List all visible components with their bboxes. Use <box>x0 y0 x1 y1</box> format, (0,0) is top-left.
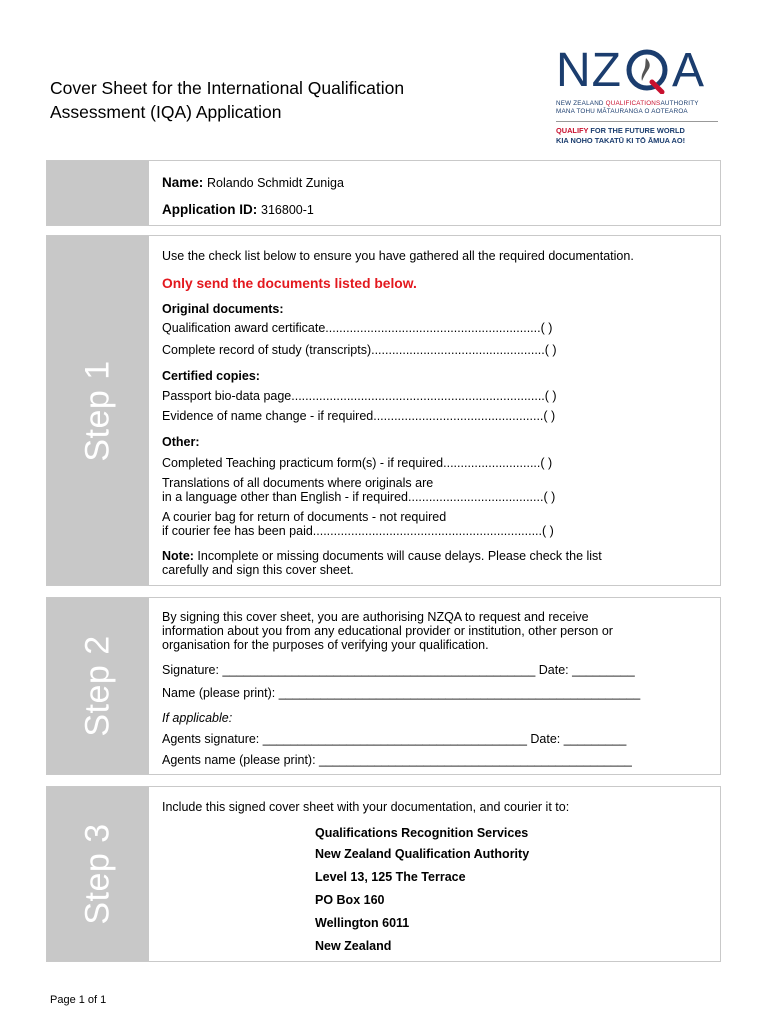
step-1-note: Note: Incomplete or missing documents will cause delays. Please check the list <box>162 549 602 563</box>
address-line: Qualifications Recognition Services <box>315 826 529 840</box>
checklist-item: in a language other than English - if required.......................................( ) <box>162 490 556 504</box>
signature-field[interactable]: Signature: _____________________________________________ Date: _________ <box>162 663 635 677</box>
agent-signature-field[interactable]: Agents signature: ______________________________________ Date: _________ <box>162 732 627 746</box>
applicant-name-row: Name: Rolando Schmidt Zuniga <box>162 175 344 190</box>
logo-wordmark <box>556 46 724 96</box>
step-1-label: Step 1 <box>78 359 117 462</box>
step-2-sidebar <box>47 598 149 774</box>
logo-word-right: A <box>671 44 705 97</box>
logo-tagline-1: QUALIFY FOR THE FUTURE WORLD <box>556 126 685 135</box>
checklist-item: Evidence of name change - if required.................................................( ) <box>162 409 556 423</box>
if-applicable-label: If applicable: <box>162 711 233 725</box>
step-3-panel <box>46 786 721 962</box>
address-line: PO Box 160 <box>315 893 385 907</box>
other-heading: Other: <box>162 435 200 449</box>
name-print-field[interactable]: Name (please print): ____________________________________________________ <box>162 686 641 700</box>
title-line-2: Assessment (IQA) Application <box>50 102 282 122</box>
certified-copies-heading: Certified copies: <box>162 369 260 383</box>
applicant-name-value: Rolando Schmidt Zuniga <box>207 176 344 190</box>
step-1-intro: Use the check list below to ensure you have gathered all the required documentation. <box>162 249 634 263</box>
applicant-panel <box>46 160 721 226</box>
step-3-label: Step 3 <box>78 823 117 925</box>
step-2-panel <box>46 597 721 775</box>
page-title <box>50 76 490 124</box>
step-1-note-line-2: carefully and sign this cover sheet. <box>162 563 354 577</box>
step-3-sidebar <box>47 787 149 961</box>
address-line: Wellington 6011 <box>315 916 410 930</box>
consent-text-line-3: organisation for the purposes of verifying your qualification. <box>162 638 489 652</box>
checklist-item: Completed Teaching practicum form(s) - if required............................( ) <box>162 456 553 470</box>
original-documents-heading: Original documents: <box>162 302 284 316</box>
logo-line-2: MANA TOHU MĀTAURANGA O AOTEAROA <box>556 108 688 115</box>
step-1-panel <box>46 235 721 586</box>
checklist-item-line-1: Translations of all documents where originals are <box>162 476 434 490</box>
application-id-row: Application ID: 316800-1 <box>162 202 314 217</box>
agent-name-field[interactable]: Agents name (please print): _____________________________________________ <box>162 753 632 767</box>
logo-line-1: NEW ZEALAND QUALIFICATIONSAUTHORITY <box>556 100 699 107</box>
step-2-label: Step 2 <box>78 635 117 737</box>
application-id-value: 316800-1 <box>261 203 314 217</box>
checklist-item: Complete record of study (transcripts)..................................................( ) <box>162 343 557 357</box>
page-number: Page 1 of 1 <box>50 994 107 1006</box>
nzqa-logo <box>556 46 724 156</box>
checklist-item: if courier fee has been paid..................................................................( ) <box>162 524 554 538</box>
step-1-sidebar <box>47 236 149 585</box>
consent-text-line-2: information about you from any educational provider or institution, other person or <box>162 624 613 638</box>
checklist-item: Qualification award certificate..............................................................( ) <box>162 321 553 335</box>
logo-divider <box>556 121 718 122</box>
applicant-sidebar <box>47 161 149 225</box>
checklist-item: Passport bio-data page.........................................................................( ) <box>162 389 557 403</box>
logo-tagline-2: KIA NOHO TAKATŪ KI TŌ ĀMUA AO! <box>556 136 686 145</box>
checklist-item-line-1: A courier bag for return of documents - not required <box>162 510 447 524</box>
consent-text-line-1: By signing this cover sheet, you are authorising NZQA to request and receive <box>162 610 589 624</box>
step-3-intro: Include this signed cover sheet with your documentation, and courier it to: <box>162 800 570 814</box>
address-line: New Zealand Qualification Authority <box>315 847 530 861</box>
address-line: Level 13, 125 The Terrace <box>315 870 466 884</box>
address-line: New Zealand <box>315 939 392 953</box>
logo-word-left: NZ <box>556 44 622 97</box>
step-1-warning: Only send the documents listed below. <box>162 276 417 291</box>
title-line-1: Cover Sheet for the International Qualification <box>50 78 405 98</box>
logo-q-emblem-icon <box>624 48 670 94</box>
